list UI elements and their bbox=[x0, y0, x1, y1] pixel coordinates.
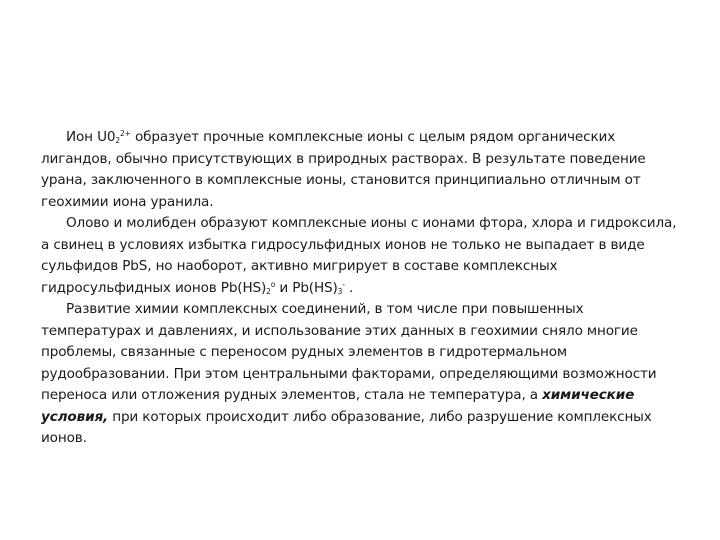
paragraph-complex-chemistry bbox=[41, 299, 683, 450]
ion-superscript: 2+ bbox=[120, 129, 131, 138]
paragraph-text: Развитие химии комплексных соединений, в том числе при повышенных температурах и давлениях, и использование этих данных в геохимии сняло многие проблемы, связанные с переносом рудных элементов в гидротермальном рудообразовании. При этом центральными факторами, определяющими возможности переноса или отложения рудных элементов, стала не температура, а bbox=[41, 301, 657, 403]
emphasis-text: химические условия, bbox=[41, 387, 635, 425]
paragraph-text-end: при которых происходит либо образование, либо разрушение комплексных ионов. bbox=[41, 408, 652, 446]
ion-subscript: 2 bbox=[115, 136, 121, 145]
ion-label: Ион U0 bbox=[66, 129, 116, 145]
text-block bbox=[41, 127, 683, 450]
formula-pb-hs-3: Pb(HS) bbox=[292, 279, 338, 296]
paragraph-tin-molybdenum bbox=[41, 213, 683, 299]
paragraph-text: Олово и молибден образуют комплексные ионы с ионами фтора, хлора и гидроксила, а свинец в условиях избытка гидросульфидных ионов не только не выпадает в виде сульфидов PbS, но наоборот, активно мигрирует в составе комплексных гидросульфидных ионов bbox=[41, 215, 677, 296]
paragraph-uranyl bbox=[41, 127, 683, 213]
formula-subscript: 2 bbox=[266, 286, 271, 296]
formula-pb-hs-2: Pb(HS) bbox=[220, 279, 267, 296]
paragraph-end: . bbox=[344, 279, 354, 296]
paragraph-text: образует прочные комплексные ионы с целым рядом органических лигандов, обычно присутствующих в природных растворах. В результате поведение урана, заключенного в комплексные ионы, становится принципиально отличным от геохимии иона уранила. bbox=[41, 129, 646, 210]
formula-subscript: 3 bbox=[337, 286, 343, 296]
connector-text: и bbox=[275, 279, 293, 296]
formula-superscript: - bbox=[342, 279, 345, 289]
formula-superscript: o bbox=[270, 279, 276, 289]
